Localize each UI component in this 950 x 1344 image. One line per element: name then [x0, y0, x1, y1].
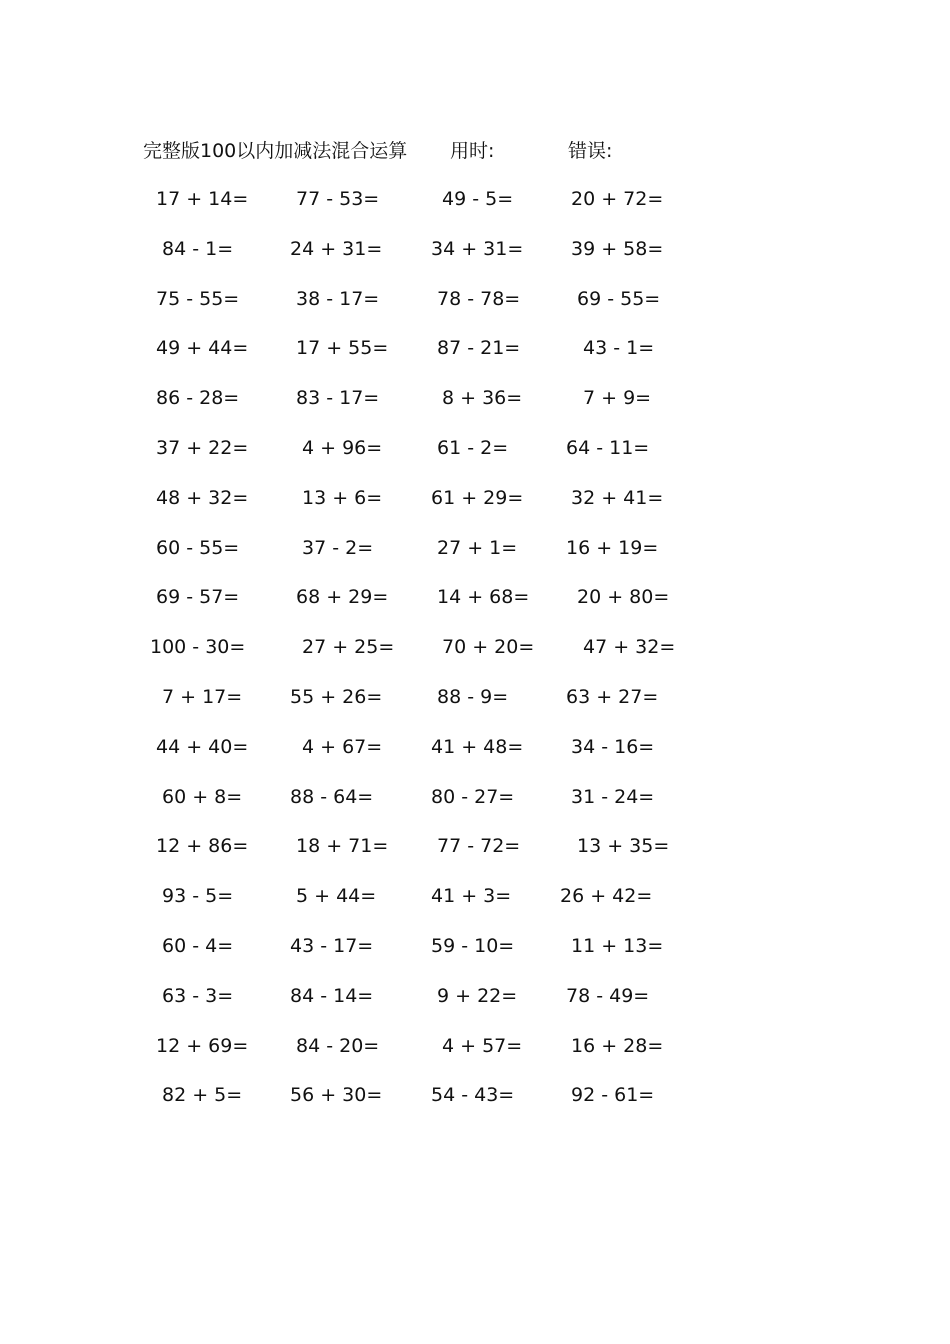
math-problem: 11 + 13=: [571, 934, 664, 957]
problem-row: [0, 730, 950, 780]
problem-row: [0, 431, 950, 481]
math-problem: 9 + 22=: [437, 984, 518, 1007]
problem-row: [0, 630, 950, 680]
math-problem: 4 + 96=: [302, 436, 383, 459]
math-problem: 8 + 36=: [442, 387, 523, 410]
math-problem: 41 + 48=: [431, 735, 524, 758]
math-problem: 70 + 20=: [442, 636, 535, 659]
math-problem: 61 - 2=: [437, 436, 509, 459]
math-problem: 83 - 17=: [296, 387, 380, 410]
problem-row: [0, 879, 950, 929]
math-problem: 80 - 27=: [431, 785, 515, 808]
math-problem: 88 - 9=: [437, 685, 509, 708]
math-problem: 44 + 40=: [156, 735, 249, 758]
math-problem: 43 - 17=: [290, 934, 374, 957]
math-problem: 68 + 29=: [296, 586, 389, 609]
math-problem: 93 - 5=: [162, 885, 234, 908]
math-problem: 63 - 3=: [162, 984, 234, 1007]
math-problem: 78 - 78=: [437, 287, 521, 310]
math-problem: 24 + 31=: [290, 237, 383, 260]
math-problem: 84 - 14=: [290, 984, 374, 1007]
worksheet-header: [0, 136, 950, 166]
math-problem: 60 - 55=: [156, 536, 240, 559]
math-problem: 34 - 16=: [571, 735, 655, 758]
math-problem: 75 - 55=: [156, 287, 240, 310]
math-problem: 4 + 67=: [302, 735, 383, 758]
math-problem: 37 - 2=: [302, 536, 374, 559]
math-problem: 39 + 58=: [571, 237, 664, 260]
math-problem: 64 - 11=: [566, 436, 650, 459]
math-problem: 88 - 64=: [290, 785, 374, 808]
problem-row: [0, 1029, 950, 1079]
math-problem: 32 + 41=: [571, 486, 664, 509]
math-problem: 13 + 35=: [577, 835, 670, 858]
math-problem: 92 - 61=: [571, 1084, 655, 1107]
math-problem: 18 + 71=: [296, 835, 389, 858]
math-problem: 49 - 5=: [442, 188, 514, 210]
problem-row: [0, 282, 950, 332]
math-problem: 78 - 49=: [566, 984, 650, 1007]
problem-row: [0, 182, 950, 232]
math-problem: 17 + 14=: [156, 188, 249, 210]
math-problem: 69 - 55=: [577, 287, 661, 310]
math-problem: 31 - 24=: [571, 785, 655, 808]
problem-row: [0, 1078, 950, 1128]
math-problem: 56 + 30=: [290, 1084, 383, 1107]
math-problem: 84 - 1=: [162, 237, 234, 260]
math-problem: 7 + 17=: [162, 685, 243, 708]
math-problem: 41 + 3=: [431, 885, 512, 908]
problem-row: [0, 780, 950, 830]
math-problem: 84 - 20=: [296, 1034, 380, 1057]
time-used-label: 用时:: [450, 140, 495, 162]
math-problem: 100 - 30=: [150, 636, 246, 659]
math-problem: 38 - 17=: [296, 287, 380, 310]
problem-row: [0, 331, 950, 381]
math-problem: 61 + 29=: [431, 486, 524, 509]
math-problem: 4 + 57=: [442, 1034, 523, 1057]
error-count-label: 错误:: [568, 140, 613, 162]
math-problem: 47 + 32=: [583, 636, 676, 659]
math-problem: 60 + 8=: [162, 785, 243, 808]
problem-row: [0, 680, 950, 730]
math-problem: 27 + 1=: [437, 536, 518, 559]
math-problem: 49 + 44=: [156, 337, 249, 360]
problem-row: [0, 929, 950, 979]
math-problem: 43 - 1=: [583, 337, 655, 360]
math-problem: 26 + 42=: [560, 885, 653, 908]
math-problem: 5 + 44=: [296, 885, 377, 908]
math-problem: 7 + 9=: [583, 387, 652, 410]
math-problem: 77 - 72=: [437, 835, 521, 858]
problem-row: [0, 829, 950, 879]
worksheet-title: 完整版100以内加减法混合运算: [143, 140, 408, 162]
problem-row: [0, 531, 950, 581]
math-problem: 14 + 68=: [437, 586, 530, 609]
math-problem: 48 + 32=: [156, 486, 249, 509]
math-problem: 69 - 57=: [156, 586, 240, 609]
math-problem: 27 + 25=: [302, 636, 395, 659]
math-problem: 16 + 19=: [566, 536, 659, 559]
problem-row: [0, 979, 950, 1029]
math-problem: 17 + 55=: [296, 337, 389, 360]
math-problem: 54 - 43=: [431, 1084, 515, 1107]
math-problem: 12 + 69=: [156, 1034, 249, 1057]
math-problem: 12 + 86=: [156, 835, 249, 858]
math-problem: 34 + 31=: [431, 237, 524, 260]
problem-row: [0, 232, 950, 282]
math-problem: 86 - 28=: [156, 387, 240, 410]
math-problem: 37 + 22=: [156, 436, 249, 459]
math-problem: 77 - 53=: [296, 188, 380, 210]
problem-row: [0, 580, 950, 630]
math-problem: 13 + 6=: [302, 486, 383, 509]
math-problem: 55 + 26=: [290, 685, 383, 708]
math-problem: 60 - 4=: [162, 934, 234, 957]
math-problem: 20 + 80=: [577, 586, 670, 609]
problem-row: [0, 481, 950, 531]
math-problem: 59 - 10=: [431, 934, 515, 957]
math-problem: 63 + 27=: [566, 685, 659, 708]
math-problem: 82 + 5=: [162, 1084, 243, 1107]
math-problem: 16 + 28=: [571, 1034, 664, 1057]
problem-grid: [0, 182, 950, 1128]
math-problem: 87 - 21=: [437, 337, 521, 360]
problem-row: [0, 381, 950, 431]
math-problem: 20 + 72=: [571, 188, 664, 210]
